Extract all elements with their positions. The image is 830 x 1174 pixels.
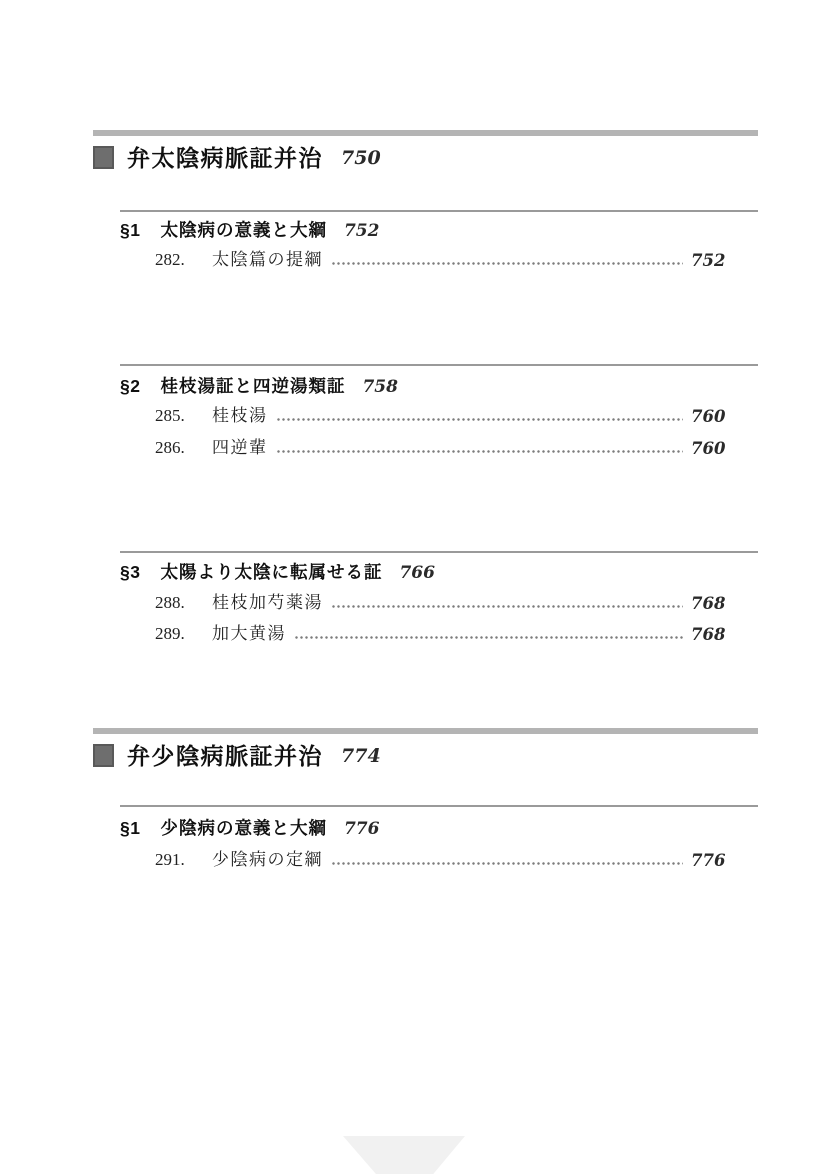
subsection-page-number: 766 (399, 563, 435, 583)
subsection-label: §1 (120, 220, 141, 240)
entry-number: 282. (155, 250, 185, 269)
subsection-title: 少陰病の意義と大綱 (160, 818, 327, 838)
entry-number: 289. (155, 624, 185, 643)
toc-entry (155, 248, 758, 270)
entry-page-number: 760 (691, 407, 726, 426)
dot-leader (294, 636, 683, 639)
subsection-heading (120, 815, 379, 839)
chapter-page-number: 774 (341, 744, 381, 767)
entry-page-number: 752 (691, 251, 726, 270)
entry-number: 285. (155, 406, 185, 425)
entry-title: 加大黄湯 (212, 624, 286, 643)
subsection-title: 桂枝湯証と四逆湯類証 (160, 376, 346, 396)
entry-title: 四逆輩 (212, 438, 268, 457)
entry-page-number: 768 (691, 594, 726, 613)
toc-entry (155, 404, 758, 426)
toc-entry (155, 436, 758, 458)
chapter-title: 弁太陰病脈証并治 (127, 144, 323, 171)
chapter-title: 弁少陰病脈証并治 (127, 742, 323, 769)
subsection-label: §2 (120, 376, 141, 396)
section-rule (120, 805, 758, 807)
chapter-page-number: 750 (341, 146, 381, 169)
chapter-heading (93, 739, 381, 769)
dot-leader (331, 862, 683, 865)
subsection-label: §1 (120, 818, 141, 838)
subsection-title: 太陰病の意義と大綱 (160, 220, 327, 240)
toc-entry (155, 848, 758, 870)
entry-page-number: 776 (691, 851, 726, 870)
entry-title: 太陰篇の提綱 (212, 250, 323, 269)
entry-number: 291. (155, 850, 185, 869)
entry-number: 286. (155, 438, 185, 457)
subsection-page-number: 752 (343, 221, 380, 241)
section-divider-bar (93, 130, 758, 136)
subsection-title: 太陽より太陰に転属せる証 (160, 562, 383, 582)
entry-page-number: 760 (691, 439, 726, 458)
subsection-label: §3 (120, 562, 141, 582)
dot-leader (331, 262, 683, 265)
subsection-page-number: 758 (362, 377, 398, 397)
entry-title: 少陰病の定綱 (212, 850, 323, 869)
entry-title: 桂枝湯 (212, 406, 268, 425)
subsection-heading (120, 373, 398, 397)
dot-leader (331, 605, 683, 608)
dot-leader (276, 450, 684, 453)
entry-page-number: 768 (691, 625, 726, 644)
square-bullet-icon (93, 146, 114, 169)
toc-entry (155, 622, 758, 644)
entry-title: 桂枝加芍薬湯 (212, 593, 323, 612)
section-rule (120, 551, 758, 553)
subsection-heading (120, 217, 379, 241)
section-divider-bar (93, 728, 758, 734)
toc-entry (155, 591, 758, 613)
chapter-heading (93, 141, 381, 171)
section-rule (120, 364, 758, 366)
square-bullet-icon (93, 744, 114, 767)
subsection-page-number: 776 (343, 819, 380, 839)
entry-number: 288. (155, 593, 185, 612)
subsection-heading (120, 559, 435, 583)
section-rule (120, 210, 758, 212)
scan-shadow-artifact (343, 1136, 465, 1174)
dot-leader (276, 418, 684, 421)
